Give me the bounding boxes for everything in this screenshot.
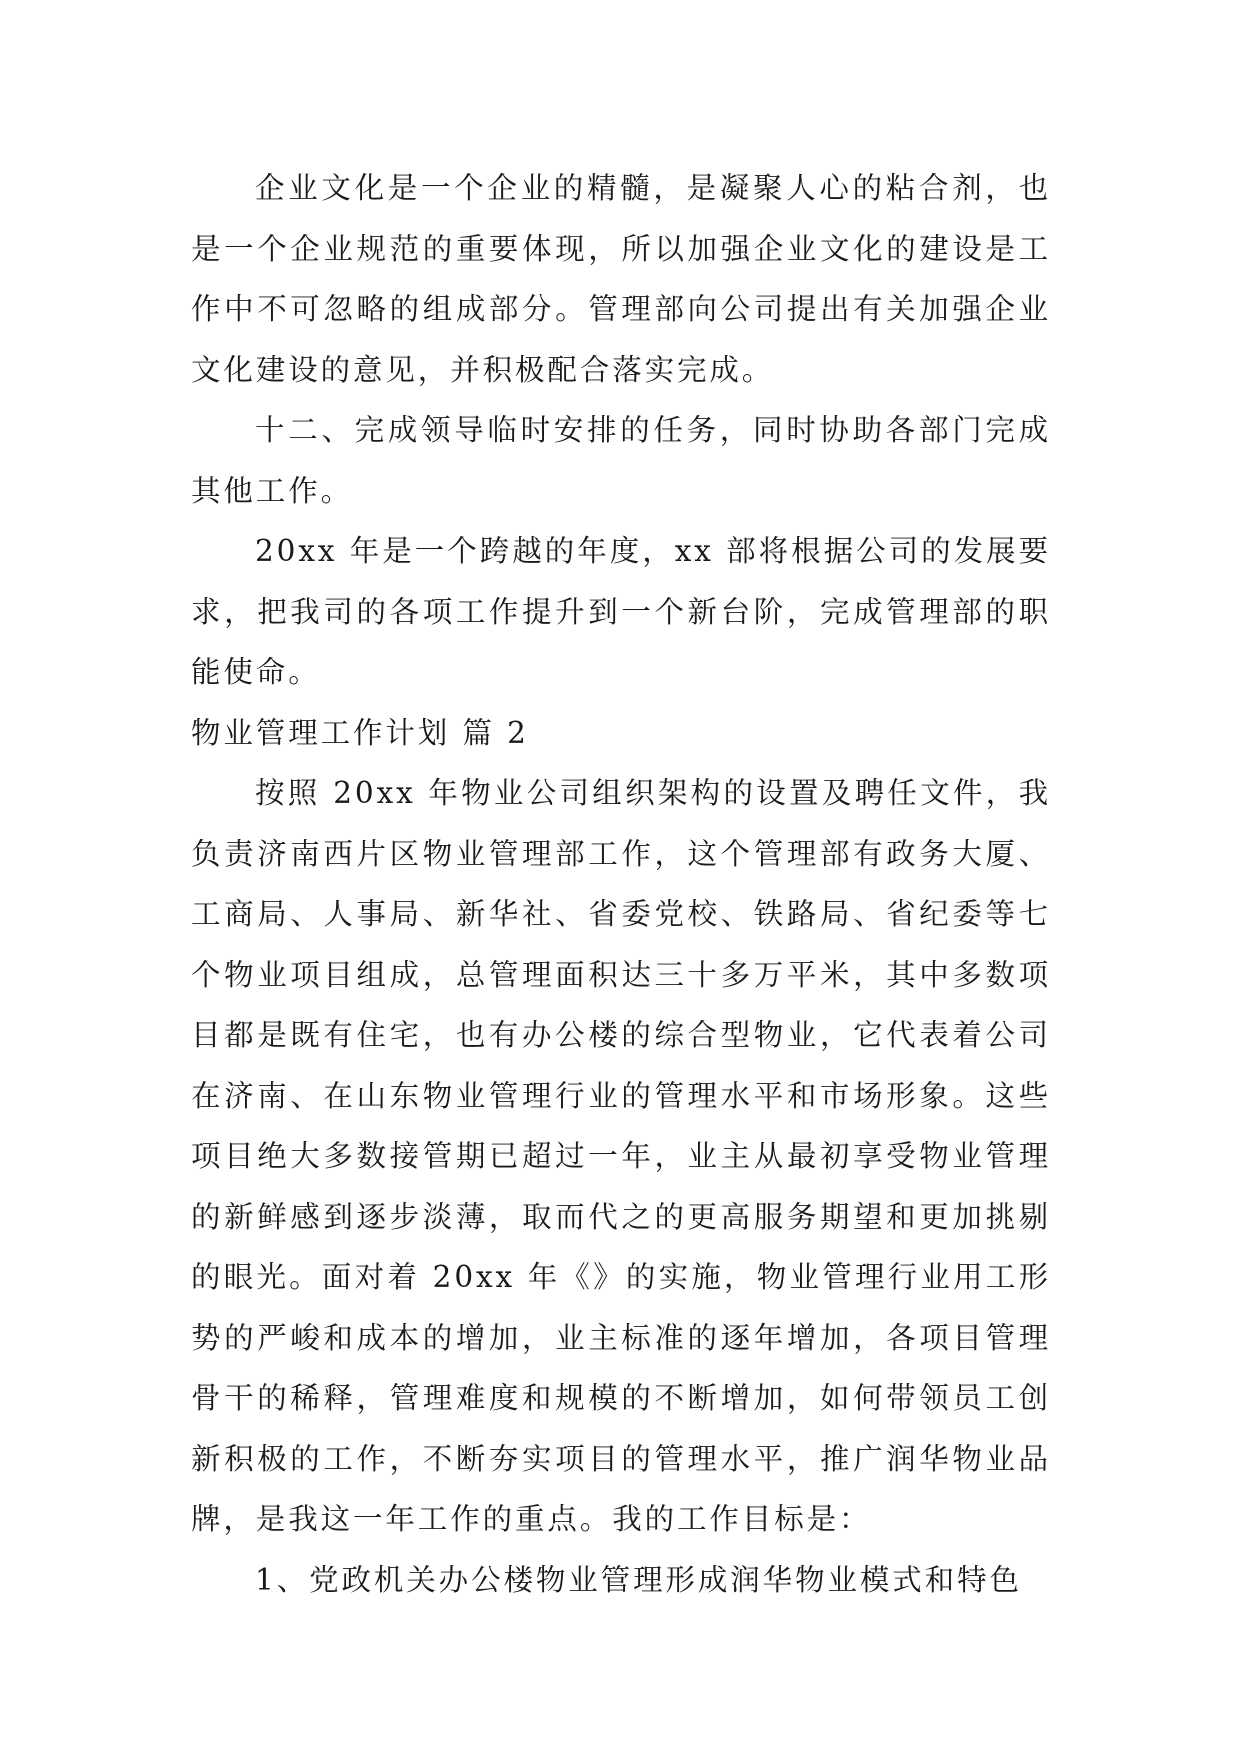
section-heading: 物业管理工作计划 篇 2: [191, 715, 529, 750]
paragraph-corporate-culture: 企业文化是一个企业的精髓，是凝聚人心的粘合剂，也是一个企业规范的重要体现，所以加强企业文化的建设是工作中不可忽略的组成部分。管理部向公司提出有关加强企业文化建设的意见，并积极配合落实完成。: [191, 171, 1051, 387]
paragraph-item-twelve: 十二、完成领导临时安排的任务，同时协助各部门完成其他工作。: [191, 413, 1051, 508]
paragraph-section-intro: 按照 20xx 年物业公司组织架构的设置及聘任文件，我负责济南西片区物业管理部工作，这个管理部有政务大厦、工商局、人事局、新华社、省委党校、铁路局、省纪委等七个物业项目组成，总管理面积达三十多万平米，其中多数项目都是既有住宅，也有办公楼的综合型物业，它代表着公司在济南、在山东物业管理行业的管理水平和市场形象。这些项目绝大多数接管期已超过一年，业主从最初享受物业管理的新鲜感到逐步淡薄，取而代之的更高服务期望和更加挑剔的眼光。面对着 20xx 年《》的实施，物业管理行业用工形势的严峻和成本的增加，业主标准的逐年增加，各项目管理骨干的稀释，管理难度和规模的不断增加，如何带领员工创新积极的工作，不断夯实项目的管理水平，推广润华物业品牌，是我这一年工作的重点。我的工作目标是：: [191, 776, 1051, 1536]
paragraph-goal-one: 1、党政机关办公楼物业管理形成润华物业模式和特色: [255, 1562, 1022, 1597]
paragraph-year-summary: 20xx 年是一个跨越的年度，xx 部将根据公司的发展要求，把我司的各项工作提升到一个新台阶，完成管理部的职能使命。: [191, 534, 1051, 689]
document-body: [191, 158, 1051, 1610]
